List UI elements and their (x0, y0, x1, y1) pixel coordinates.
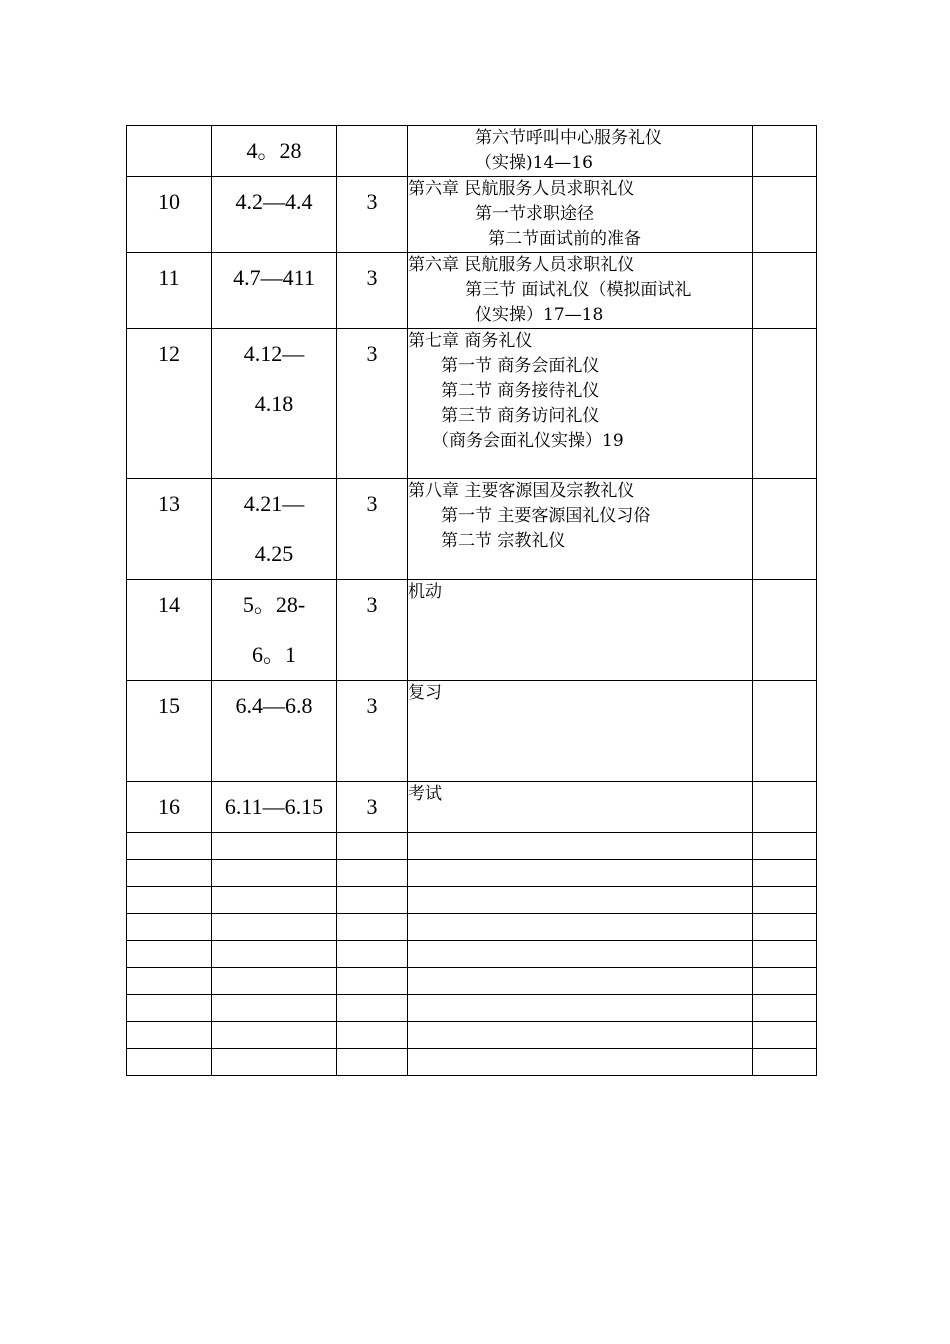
empty-cell (408, 995, 753, 1022)
week-cell: 16 (127, 782, 212, 833)
empty-row (127, 914, 817, 941)
date-line: 6.4—6.8 (235, 693, 313, 718)
content-line: 考试 (408, 784, 442, 804)
content-cell (408, 580, 753, 681)
empty-cell (127, 887, 212, 914)
empty-cell (127, 914, 212, 941)
hours-cell: 3 (337, 782, 408, 833)
content-line: 第三节 面试礼仪（模拟面试礼 (465, 280, 692, 300)
date-line: 6.11—6.15 (224, 794, 324, 819)
date-cell (212, 580, 337, 681)
empty-cell (753, 1022, 817, 1049)
empty-cell (127, 968, 212, 995)
content-line: 第七章 商务礼仪 (408, 331, 533, 351)
date-line: 4.21— (243, 491, 305, 516)
empty-row (127, 833, 817, 860)
empty-cell (127, 995, 212, 1022)
content-line: 第六章 民航服务人员求职礼仪 (408, 179, 635, 199)
content-line: 第二节 商务接待礼仪 (441, 381, 600, 401)
empty-cell (212, 968, 337, 995)
week-cell: 12 (127, 329, 212, 479)
content-line: 第一节求职途径 (475, 204, 594, 224)
empty-cell (212, 833, 337, 860)
empty-cell (127, 1022, 212, 1049)
empty-cell (753, 914, 817, 941)
content-line: 第二节面试前的准备 (488, 229, 641, 249)
empty-cell (212, 995, 337, 1022)
date-line: 4.25 (254, 541, 294, 566)
date-cell (212, 479, 337, 580)
empty-row (127, 941, 817, 968)
content-line: 第二节 宗教礼仪 (441, 531, 566, 551)
content-line: 第六节呼叫中心服务礼仪 (475, 128, 662, 148)
note-cell (753, 177, 817, 253)
table-row (127, 479, 817, 580)
empty-cell (408, 833, 753, 860)
empty-cell (337, 860, 408, 887)
empty-cell (337, 887, 408, 914)
hours-cell: 3 (337, 177, 408, 253)
date-cell (212, 782, 337, 833)
empty-cell (753, 887, 817, 914)
content-cell (408, 177, 753, 253)
empty-cell (337, 914, 408, 941)
content-line: 仪实操）17—18 (475, 305, 604, 325)
date-cell (212, 177, 337, 253)
table-row (127, 580, 817, 681)
date-cell (212, 329, 337, 479)
content-cell (408, 126, 753, 177)
empty-cell (127, 1049, 212, 1076)
table-row (127, 177, 817, 253)
note-cell (753, 253, 817, 329)
note-cell (753, 329, 817, 479)
table-row (127, 782, 817, 833)
week-cell (127, 126, 212, 177)
empty-cell (408, 968, 753, 995)
content-cell (408, 681, 753, 782)
date-line: 4。28 (246, 138, 302, 163)
empty-cell (753, 941, 817, 968)
content-line: 第一节 主要客源国礼仪习俗 (441, 506, 651, 526)
date-cell (212, 253, 337, 329)
week-cell: 14 (127, 580, 212, 681)
empty-cell (337, 833, 408, 860)
content-line: 第三节 商务访问礼仪 (441, 406, 600, 426)
empty-cell (753, 968, 817, 995)
table-row (127, 253, 817, 329)
table-row (127, 681, 817, 782)
empty-cell (337, 968, 408, 995)
date-cell (212, 126, 337, 177)
hours-cell: 3 (337, 479, 408, 580)
empty-cell (337, 1022, 408, 1049)
empty-row (127, 887, 817, 914)
empty-cell (408, 941, 753, 968)
hours-cell: 3 (337, 253, 408, 329)
empty-cell (127, 860, 212, 887)
empty-row (127, 860, 817, 887)
content-line: 机动 (408, 582, 442, 602)
empty-cell (408, 914, 753, 941)
content-cell (408, 329, 753, 479)
week-cell: 15 (127, 681, 212, 782)
empty-cell (337, 1049, 408, 1076)
hours-cell: 3 (337, 329, 408, 479)
content-line: 第一节 商务会面礼仪 (441, 356, 600, 376)
table-row (127, 126, 817, 177)
date-cell (212, 681, 337, 782)
empty-cell (127, 833, 212, 860)
empty-row (127, 1049, 817, 1076)
empty-cell (337, 941, 408, 968)
empty-cell (753, 995, 817, 1022)
content-cell (408, 782, 753, 833)
empty-cell (753, 860, 817, 887)
note-cell (753, 681, 817, 782)
date-line: 4.12— (243, 341, 305, 366)
content-cell (408, 479, 753, 580)
note-cell (753, 580, 817, 681)
content-line: 第八章 主要客源国及宗教礼仪 (408, 481, 635, 501)
empty-row (127, 1022, 817, 1049)
week-cell: 13 (127, 479, 212, 580)
empty-row (127, 995, 817, 1022)
empty-cell (408, 1022, 753, 1049)
content-line: （实操)14—16 (475, 153, 593, 173)
week-cell: 10 (127, 177, 212, 253)
content-line: 第六章 民航服务人员求职礼仪 (408, 255, 635, 275)
table-row (127, 329, 817, 479)
empty-cell (753, 833, 817, 860)
date-line: 4.7—411 (233, 265, 315, 290)
note-cell (753, 126, 817, 177)
week-cell: 11 (127, 253, 212, 329)
empty-cell (212, 887, 337, 914)
empty-cell (408, 1049, 753, 1076)
empty-cell (408, 860, 753, 887)
empty-cell (753, 1049, 817, 1076)
empty-cell (337, 995, 408, 1022)
content-line: 复习 (408, 683, 442, 703)
date-line: 6。1 (251, 642, 296, 667)
content-cell (408, 253, 753, 329)
empty-cell (212, 860, 337, 887)
course-schedule-table (126, 125, 817, 1076)
empty-row (127, 968, 817, 995)
date-line: 5。28- (242, 592, 306, 617)
hours-cell: 3 (337, 681, 408, 782)
hours-cell: 3 (337, 580, 408, 681)
empty-cell (127, 941, 212, 968)
empty-cell (212, 1022, 337, 1049)
empty-cell (408, 887, 753, 914)
note-cell (753, 479, 817, 580)
empty-cell (212, 1049, 337, 1076)
content-line: （商务会面礼仪实操）19 (432, 431, 624, 451)
empty-cell (212, 941, 337, 968)
date-line: 4.2—4.4 (235, 189, 313, 214)
empty-cell (212, 914, 337, 941)
note-cell (753, 782, 817, 833)
hours-cell (337, 126, 408, 177)
date-line: 4.18 (254, 391, 294, 416)
